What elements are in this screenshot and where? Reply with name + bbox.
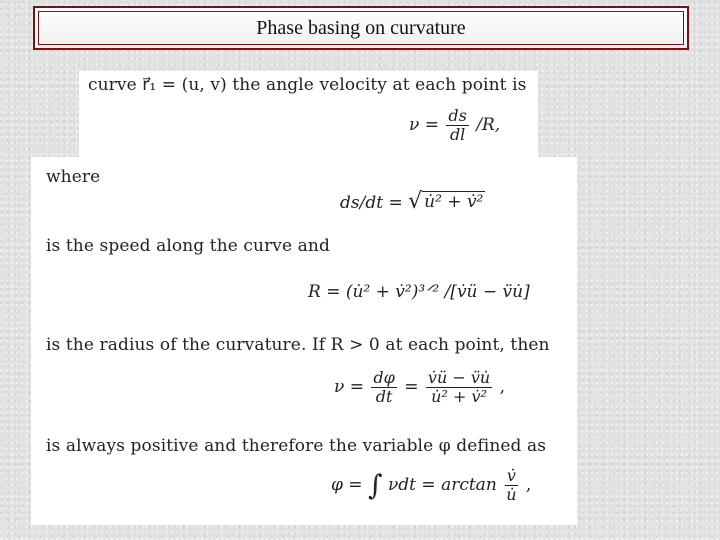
eq-nu-fraction	[446, 107, 468, 144]
eq-phi-mid: νdt = arctan	[387, 475, 497, 495]
eq-nu2-fraction-2	[426, 369, 492, 406]
formula-panel-top	[79, 71, 538, 160]
slide-title: Phase basing on curvature	[256, 16, 466, 39]
eq-nu-rest: /R,	[476, 115, 501, 135]
eq-nu-lhs: ν =	[409, 115, 439, 135]
phi-equation	[331, 467, 531, 504]
eq-nu2-denominator-2: u̇² + v̇²	[431, 387, 487, 406]
angle-velocity-text: curve r⃗₁ = (u, v) the angle velocity at each point is	[88, 75, 527, 95]
eq-phi-lhs: φ =	[331, 475, 363, 495]
integral-sign: ∫	[367, 468, 383, 502]
speed-text: is the speed along the curve and	[46, 236, 330, 256]
eq-speed-lhs: ds/dt =	[340, 193, 403, 213]
eq-phi-fraction	[504, 467, 518, 504]
eq-nu2-fraction-1	[371, 369, 396, 406]
eq-phi-tail: ,	[525, 475, 532, 495]
eq-nu-denominator: dl	[449, 125, 466, 144]
eq-nu-numerator: ds	[448, 106, 467, 125]
eq-nu2-numerator-2: v̇ü − v̈u̇	[427, 368, 491, 387]
eq-phi-denominator: u̇	[506, 485, 517, 504]
angle-velocity-equation	[409, 107, 500, 144]
eq-nu2-equals: =	[404, 377, 419, 397]
sqrt-sign: √ u̇² + v̇²	[408, 189, 484, 214]
phi-text: is always positive and therefore the variable φ defined as	[46, 436, 547, 456]
eq-phi-numerator: v̇	[506, 466, 516, 485]
radius-equation: R = (u̇² + v̇²)³ᐟ² /[v̇ü − v̈u̇]	[308, 282, 530, 302]
eq-nu2-numerator-1: dφ	[373, 368, 395, 387]
eq-nu2-lhs: ν =	[334, 377, 364, 397]
speed-equation	[340, 191, 485, 213]
eq-nu2-tail: ,	[499, 377, 505, 397]
eq-speed-radicand: u̇² + v̇²	[424, 192, 484, 212]
where-text: where	[46, 167, 101, 187]
formula-panel-main	[31, 157, 577, 525]
radius-text: is the radius of the curvature. If R > 0 at each point, then	[46, 335, 550, 355]
slide-title-bar	[33, 6, 689, 50]
nu-curvature-equation	[334, 369, 505, 406]
eq-nu2-denominator-1: dt	[375, 387, 393, 406]
